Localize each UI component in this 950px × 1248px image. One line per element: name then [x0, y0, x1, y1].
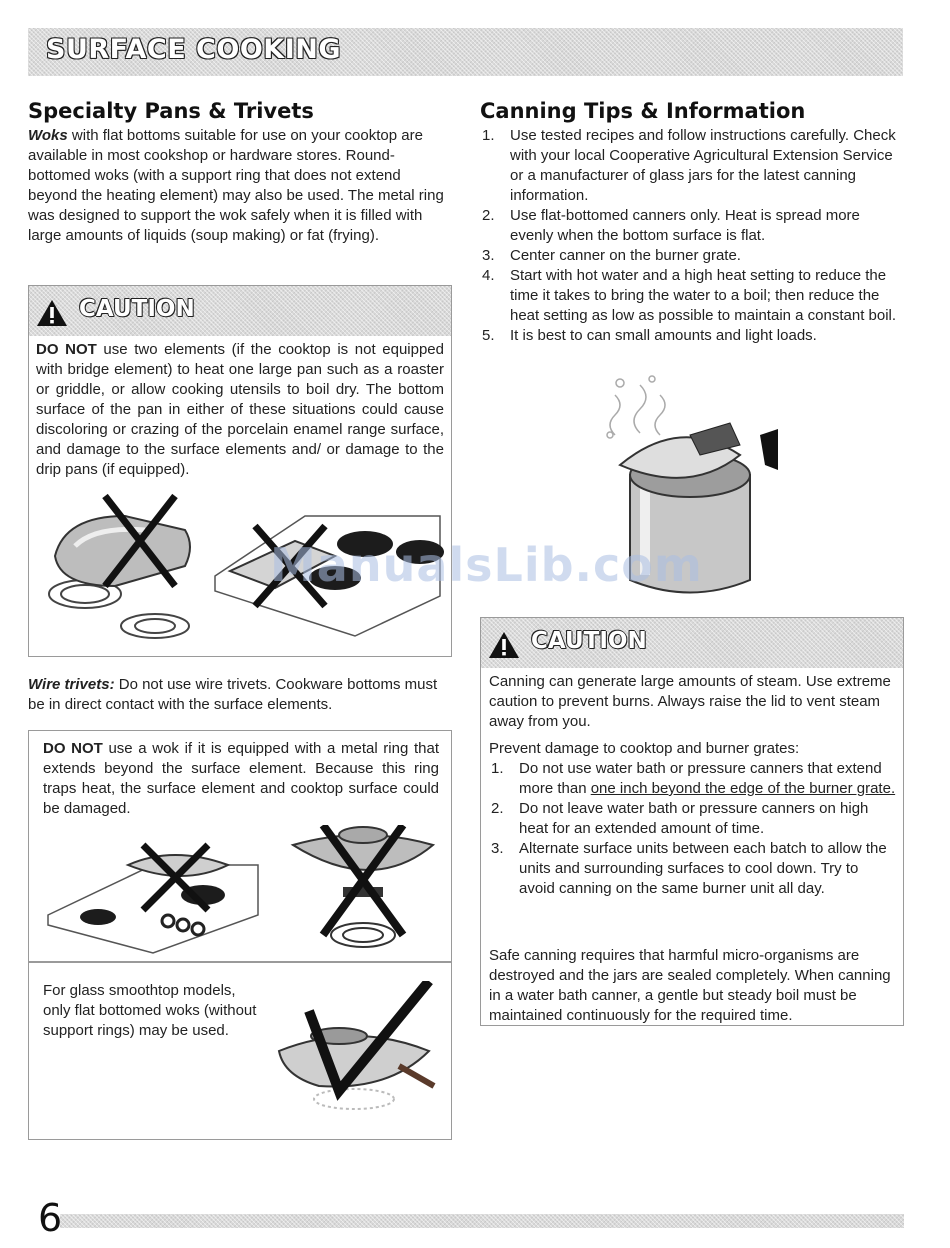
wire-trivets-paragraph: [28, 675, 454, 715]
header-band: [28, 28, 903, 76]
wire-trivets-lead: Wire trivets:: [28, 676, 115, 693]
flat-wok-illustration: [269, 981, 439, 1121]
right-column: [480, 96, 904, 346]
page-number: 6: [38, 1196, 63, 1240]
wok-ring-box: [28, 730, 452, 962]
prevent-damage-list: [489, 759, 897, 899]
woks-lead: Woks: [28, 127, 68, 144]
caution-label: CAUTION: [79, 296, 195, 322]
wok-ring-text: [43, 739, 439, 819]
glass-smoothtop-box: [28, 962, 452, 1140]
list-item: 1. Use tested recipes and follow instructions carefully. Check with your local Cooperative Agricultural Extension Service or a manufacturer of glass jars for the latest canning information.: [482, 127, 896, 204]
woks-paragraph: [28, 126, 452, 246]
caution-box-two-elements: [28, 285, 452, 657]
wok-ring-lead: DO NOT: [43, 740, 103, 757]
wire-trivets-text: Do not use wire trivets. Cookware bottoms must be in direct contact with the surface elements.: [28, 676, 438, 713]
caution-band: [481, 618, 903, 668]
list-item: 3. Alternate surface units between each batch to allow the units and surrounding surfaces to cool down. Try to avoid canning on the same burner unit all day.: [491, 840, 887, 897]
safe-canning-text: Safe canning requires that harmful micro-organisms are destroyed and the jars are sealed completely. When canning in a water bath canner, a gentle but steady boil must be maintained continuously for the required time.: [489, 947, 891, 1024]
woks-text: with flat bottoms suitable for use on your cooktop are available in most cookshop or hardware stores. Round-bottomed woks (with a support ring that does not extend beyond the heating element) may also be used. The metal ring was designed to support the wok safely when it is filled with large amounts of liquids (soup making) or fat (frying).: [28, 127, 444, 244]
caution-band: [29, 286, 451, 336]
steam-warning-text: Canning can generate large amounts of steam. Use extreme caution to prevent burns. Always raise the lid to vent steam away from you.: [489, 673, 891, 730]
caution-lead: DO NOT: [36, 341, 97, 358]
wok-ring-illustration: [43, 825, 443, 955]
prevent-damage-intro: Prevent damage to cooktop and burner grates:: [489, 740, 800, 757]
glass-smoothtop-text: For glass smoothtop models, only flat bottomed woks (without support rings) may be used.: [43, 982, 257, 1039]
list-item: 2. Do not leave water bath or pressure canners on high heat for an extended amount of time.: [491, 800, 869, 837]
canning-heading: Canning Tips & Information: [480, 99, 806, 123]
left-column: [28, 96, 452, 246]
warning-triangle-icon: [487, 630, 521, 660]
list-item: 2. Use flat-bottomed canners only. Heat is spread more evenly when the bottom surface is flat.: [482, 207, 860, 244]
caution-box-canning: [480, 617, 904, 1026]
list-item: 4. Start with hot water and a high heat setting to reduce the time it takes to bring the water to a boil; then reduce the heat setting as low as possible to maintain a constant boil.: [482, 267, 897, 324]
caution-body: use two elements (if the cooktop is not equipped with bridge element) to heat one large pan such as a roaster or griddle, or allow cooking utensils to boil dry. The bottom surface of the pan in either of these situations could cause discoloring or crazing of the porcelain enamel range surface, and damage to the surface elements and/ or damage to the drip pans (if equipped).: [36, 341, 444, 478]
list-item: 5. It is best to can small amounts and light loads.: [482, 327, 817, 344]
caution-label: CAUTION: [531, 628, 647, 654]
canning-tips-list: [480, 126, 898, 346]
warning-triangle-icon: [35, 298, 69, 328]
specialty-pans-heading: Specialty Pans & Trivets: [28, 99, 314, 123]
footer-band: [60, 1214, 904, 1228]
wok-ring-body: use a wok if it is equipped with a metal ring that extends beyond the surface element. Because this ring traps heat, the surface element and cooktop surface could be damaged.: [43, 740, 439, 817]
list-item: 3. Center canner on the burner grate.: [482, 247, 741, 264]
page-title: SURFACE COOKING: [46, 34, 342, 65]
list-item: 1. Do not use water bath or pressure canners that extend more than one inch beyond the edge of the burner grate.: [491, 760, 896, 797]
watermark: ManualsLib.com: [270, 538, 703, 592]
caution-text: [36, 340, 444, 480]
